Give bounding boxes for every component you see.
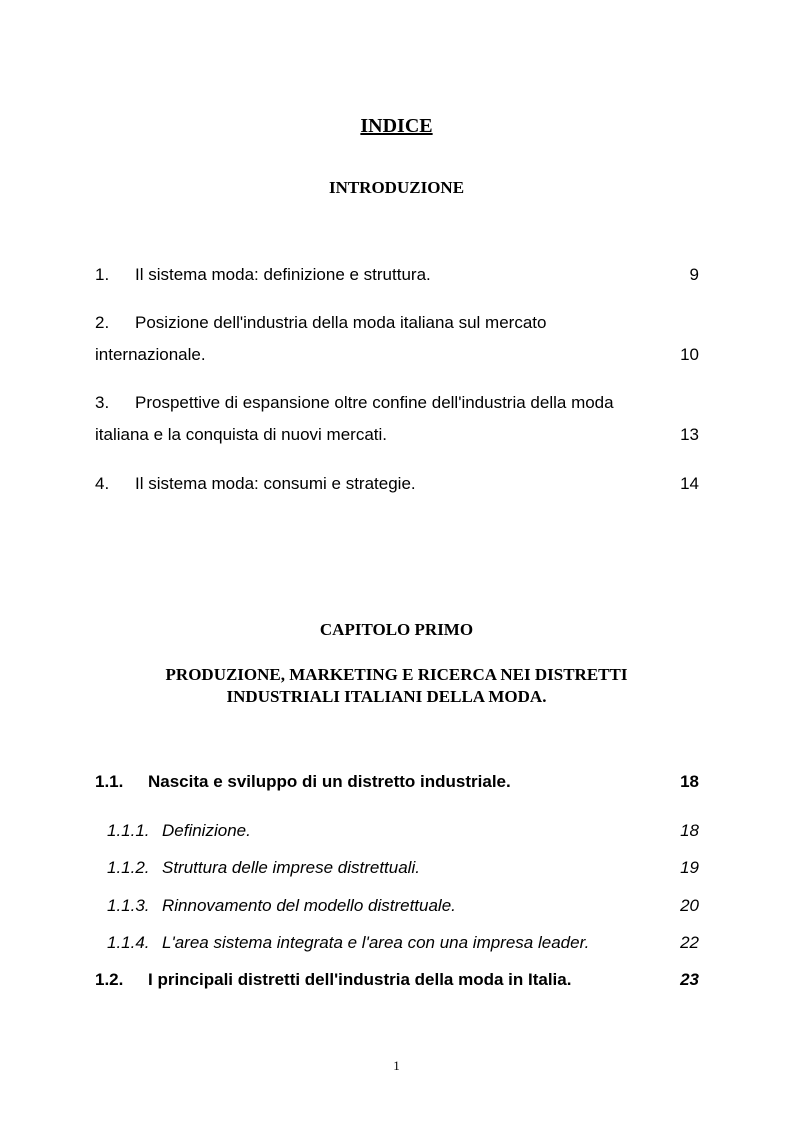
entry-title: Rinnovamento del modello distrettuale. (162, 896, 456, 915)
entry-page-number: 14 (680, 474, 699, 493)
entry-number: 1. (95, 265, 110, 284)
entry-title: Prospettive di espansione oltre confine dell'industria della moda (135, 393, 614, 412)
entry-number: 4. (95, 474, 110, 493)
entry-page-number: 18 (680, 772, 699, 791)
toc-subsection-entry (107, 931, 699, 955)
entry-page-number: 20 (680, 896, 699, 915)
chapter-label: CAPITOLO PRIMO (319, 620, 474, 639)
entry-page-number: 10 (680, 345, 699, 364)
entry-title: Il sistema moda: definizione e struttura. (135, 265, 431, 284)
toc-section-entry (95, 770, 699, 794)
entry-title: Posizione dell'industria della moda italiana sul mercato (135, 313, 547, 332)
entry-number: 1.1. (95, 772, 124, 791)
entry-title-continued: internazionale. (95, 345, 206, 364)
intro-entry (95, 307, 699, 371)
entry-page-number: 23 (680, 970, 699, 989)
toc-subsection-entry (107, 819, 699, 843)
intro-entry (95, 468, 699, 500)
entry-number: 1.1.3. (107, 896, 150, 915)
entry-page-number: 18 (680, 821, 699, 840)
entry-number: 1.1.1. (107, 821, 150, 840)
entry-title: Struttura delle imprese distrettuali. (162, 858, 420, 877)
entry-title: Nascita e sviluppo di un distretto industriale. (148, 772, 511, 791)
entry-number: 2. (95, 313, 110, 332)
entry-page-number: 9 (689, 265, 699, 284)
introduction-heading: INTRODUZIONE (328, 178, 465, 197)
entry-title: I principali distretti dell'industria della moda in Italia. (148, 970, 572, 989)
intro-entry (95, 387, 699, 451)
entry-page-number: 13 (680, 425, 699, 444)
intro-entry (95, 259, 699, 291)
page-title: INDICE (360, 115, 433, 137)
entry-number: 1.1.2. (107, 858, 150, 877)
toc-section-entry (95, 968, 699, 992)
entry-number: 1.2. (95, 970, 124, 989)
entry-title-continued: italiana e la conquista di nuovi mercati. (95, 425, 387, 444)
entry-page-number: 22 (680, 933, 699, 952)
entry-title: L'area sistema integrata e l'area con una impresa leader. (162, 933, 590, 952)
entry-number: 3. (95, 393, 110, 412)
toc-subsection-entry (107, 856, 699, 880)
page-number: 1 (393, 1058, 400, 1073)
chapter-title-line: PRODUZIONE, MARKETING E RICERCA NEI DISTRETTI (165, 665, 628, 684)
entry-page-number: 19 (680, 858, 699, 877)
entry-number: 1.1.4. (107, 933, 150, 952)
chapter-title-line: INDUSTRIALI ITALIANI DELLA MODA. (226, 687, 547, 706)
toc-subsection-entry (107, 894, 699, 918)
entry-title: Definizione. (162, 821, 251, 840)
chapter-title (0, 664, 793, 708)
entry-title: Il sistema moda: consumi e strategie. (135, 474, 416, 493)
